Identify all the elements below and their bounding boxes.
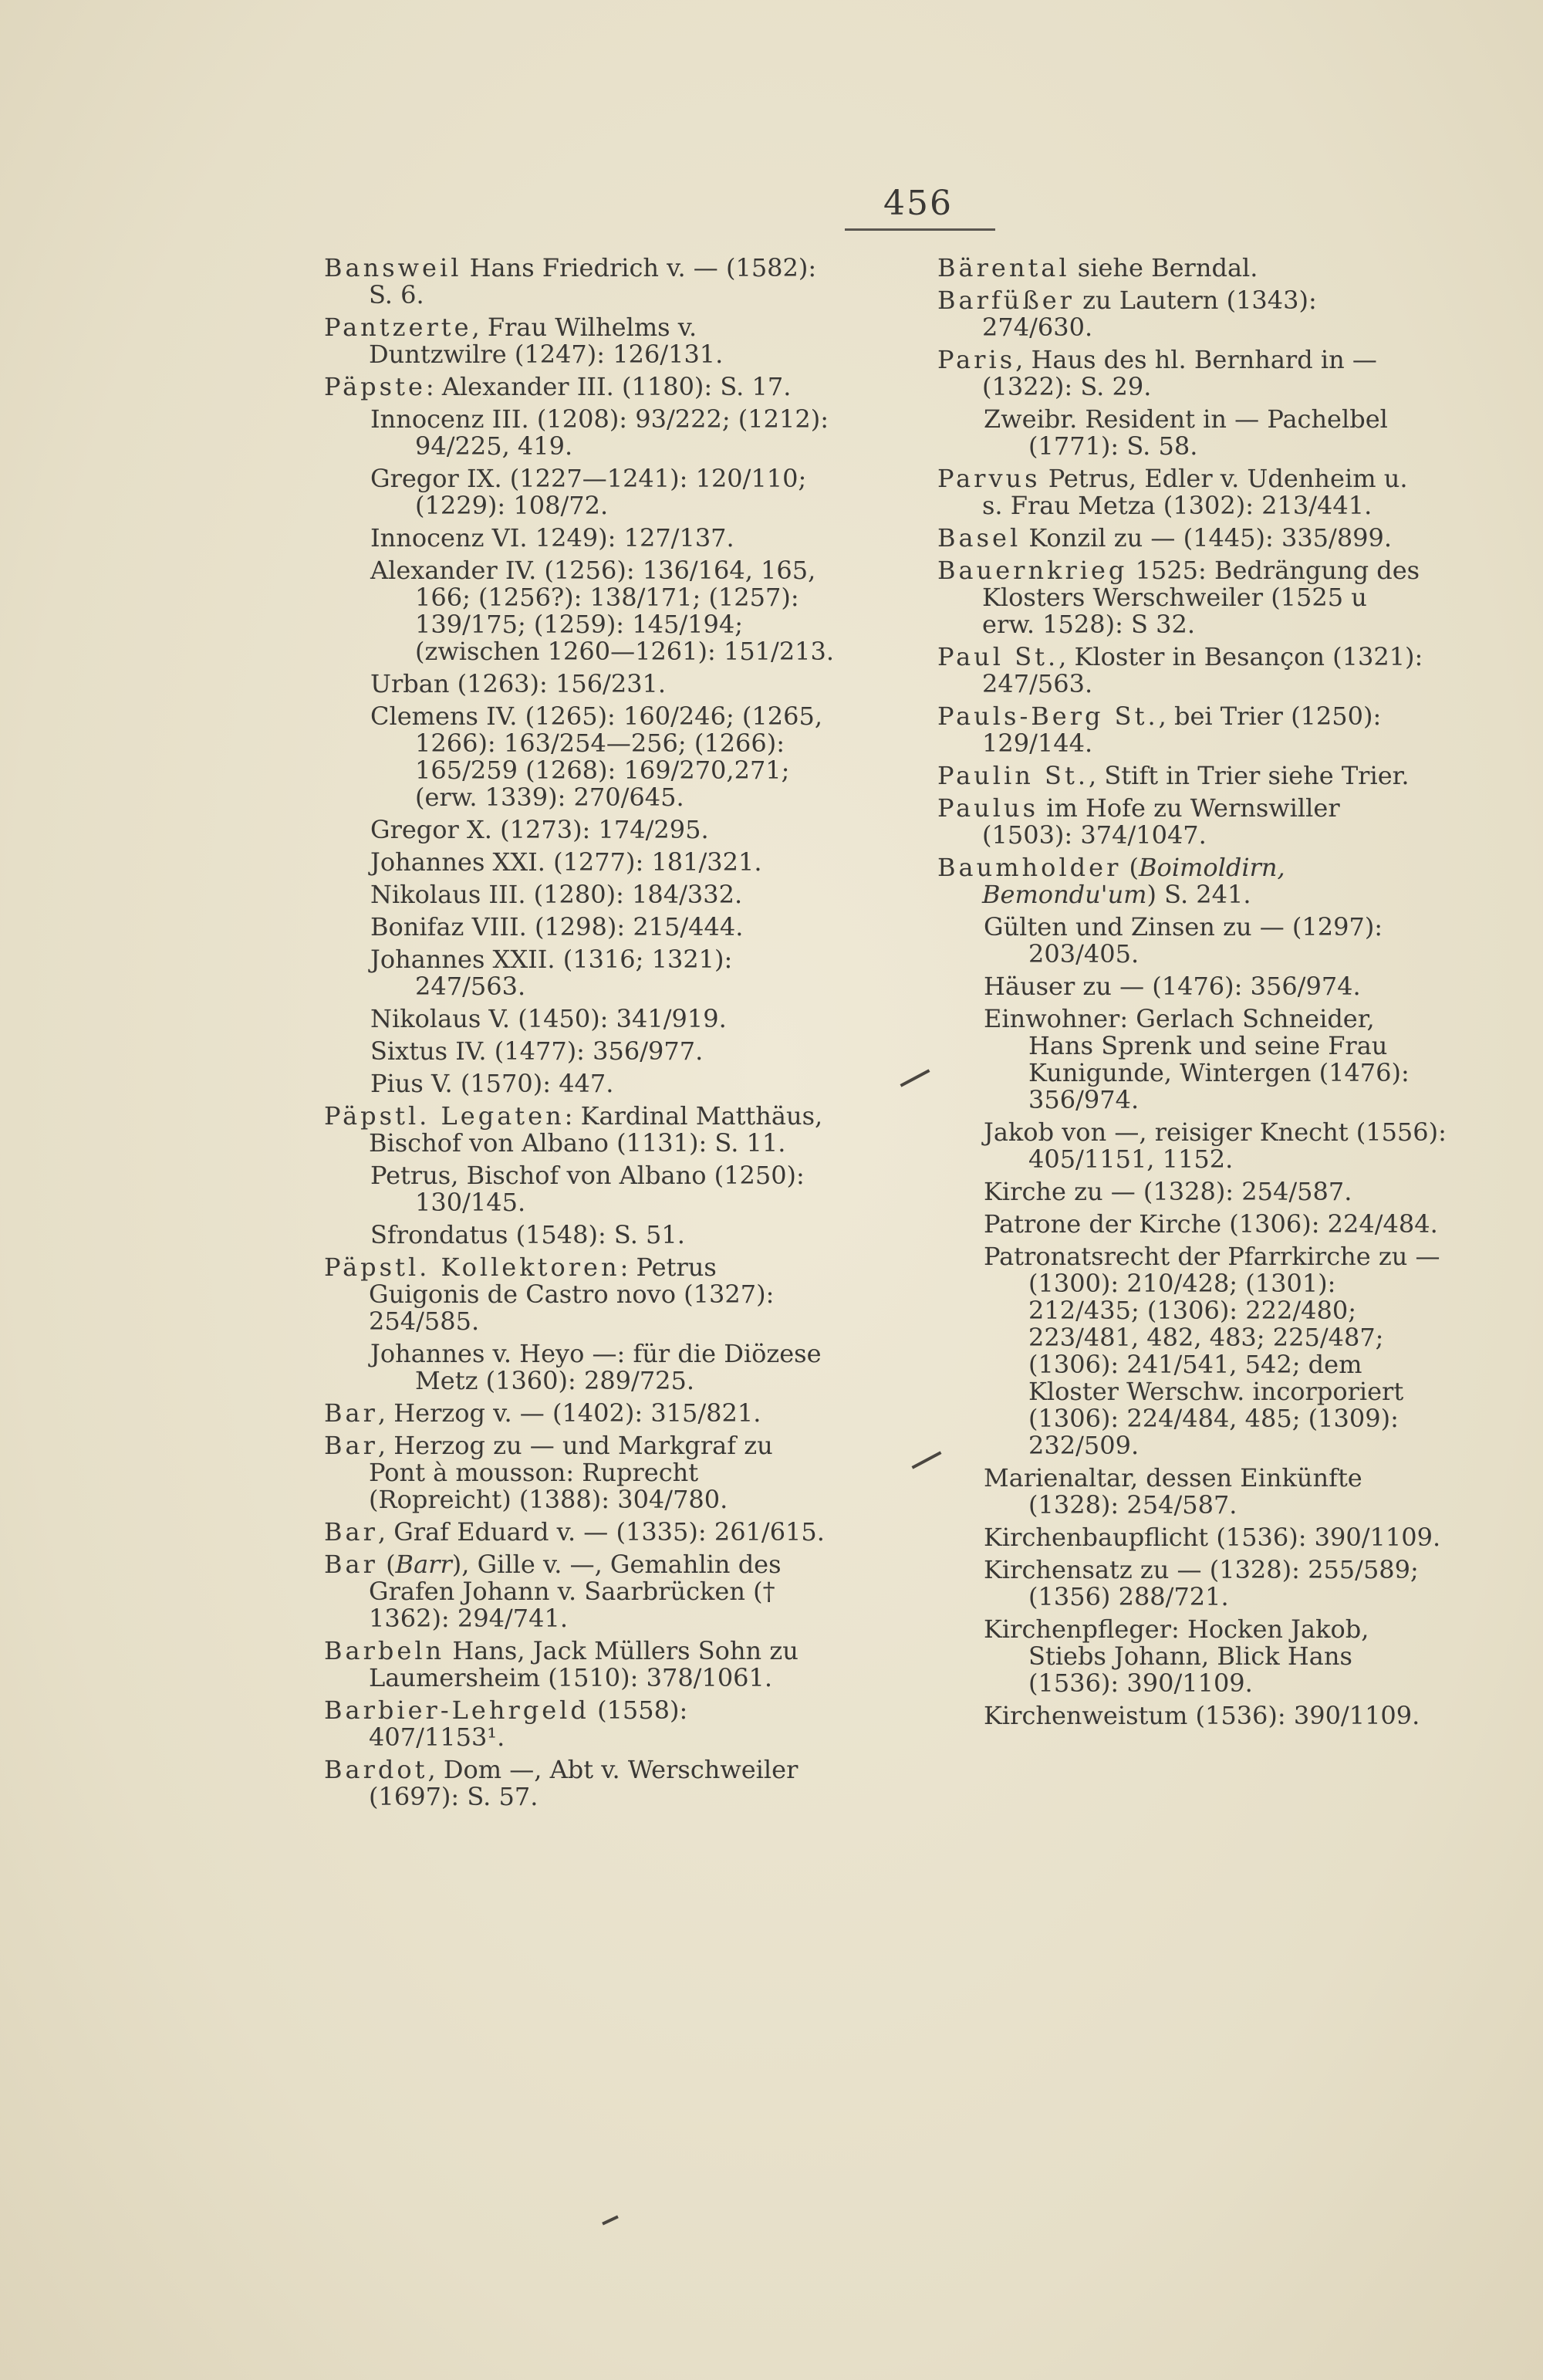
index-column-left <box>324 253 835 1816</box>
entry-text: Innocenz III. (1208): 93/222; (1212): 94/225, 419. <box>370 404 829 461</box>
index-entry <box>347 1222 849 1249</box>
index-entry <box>961 406 1447 460</box>
index-entry <box>961 1178 1447 1205</box>
entry-text: Kirchensatz zu — (1328): 255/589; (1356) 288/721. <box>984 1555 1419 1611</box>
index-entry <box>347 849 849 876</box>
index-entry <box>324 1103 826 1157</box>
entry-text: Sixtus IV. (1477): 356/977. <box>370 1036 704 1066</box>
entry-headword: Paulus <box>937 793 1039 823</box>
index-entry <box>961 1243 1447 1459</box>
entry-text: : Petrus Guigonis de Castro novo (1327): 254/585. <box>369 1253 775 1336</box>
index-entry <box>961 1465 1447 1519</box>
index-entry <box>324 1638 826 1692</box>
entry-text: (1558): 407/1153¹. <box>369 1695 688 1752</box>
index-entry <box>937 347 1423 401</box>
entry-text: Nikolaus V. (1450): 341/919. <box>370 1004 727 1033</box>
index-entry <box>347 914 849 941</box>
index-entry <box>347 881 849 908</box>
entry-text: Bonifaz VIII. (1298): 215/444. <box>370 912 744 942</box>
entry-headword: Baumholder <box>937 853 1122 882</box>
entry-text: Einwohner: Gerlach Schneider, Hans Sprenk und seine Frau Kunigunde, Wintergen (1476): 356/974. <box>984 1004 1410 1114</box>
entry-text: siehe Berndal. <box>1069 253 1258 282</box>
index-entry <box>347 465 849 519</box>
entry-headword: Barfüßer <box>937 286 1075 315</box>
entry-text: Innocenz VI. 1249): 127/137. <box>370 523 734 553</box>
entry-text: , Dom —, Abt v. Werschweiler (1697): S. 57. <box>369 1755 799 1811</box>
index-entry <box>961 1119 1447 1173</box>
entry-text: , Stift in Trier siehe Trier. <box>1088 761 1410 790</box>
entry-text: , Gille v. —, Gemahlin des Grafen Johann v. Saarbrücken († 1362): 294/741. <box>369 1550 782 1633</box>
index-entry <box>937 644 1423 698</box>
index-entry <box>961 914 1447 968</box>
entry-text: Johannes XXII. (1316; 1321): 247/563. <box>370 945 733 1001</box>
entry-text: Alexander IV. (1256): 136/164, 165, 166; (1256?): 138/171; (1257): 139/175; (1259): 145/194; (zwischen 1260—1261): 151/213. <box>370 556 835 666</box>
entry-text: Marienaltar, dessen Einkünfte (1328): 254/587. <box>984 1463 1362 1520</box>
index-entry <box>961 1524 1447 1551</box>
entry-headword: Bardot <box>324 1755 428 1784</box>
entry-text: im Hofe zu Wernswiller (1503): 374/1047. <box>982 793 1340 850</box>
entry-headword: Bar <box>324 1550 378 1579</box>
page-number: 456 <box>883 184 953 223</box>
entry-text: Jakob von —, reisiger Knecht (1556): 405/1151, 1152. <box>984 1117 1447 1174</box>
index-entry <box>937 255 1423 282</box>
index-entry: Baumholder (Boimoldirn, Bemondu'um) S. 241. <box>937 853 1285 909</box>
index-entry <box>347 557 849 665</box>
index-entry <box>324 255 826 309</box>
entry-text: Urban (1263): 156/231. <box>370 669 667 698</box>
ink-mark <box>602 2216 619 2226</box>
index-entry <box>961 973 1447 1000</box>
index-entry <box>347 525 849 552</box>
entry-text: Johannes v. Heyo —: für die Diözese Metz (1360): 289/725. <box>370 1339 822 1395</box>
index-entry <box>347 1162 849 1216</box>
entry-text: Gülten und Zinsen zu — (1297): 203/405. <box>984 912 1383 969</box>
entry-headword: Pauls-Berg St. <box>937 701 1159 731</box>
entry-headword: Bärental <box>937 253 1070 282</box>
entry-text: : Alexander III. (1180): S. 17. <box>425 372 792 401</box>
entry-text: Konzil zu — (1445): 335/899. <box>1021 523 1393 553</box>
entry-headword: Bar <box>324 1517 378 1547</box>
header-rule <box>845 228 995 231</box>
index-entry <box>937 287 1423 341</box>
index-entry <box>937 762 1423 789</box>
entry-text: , bei Trier (1250): 129/144. <box>982 701 1382 758</box>
entry-headword: Barbier-Lehrgeld <box>324 1695 589 1725</box>
entry-text: S. 241. <box>1156 880 1251 909</box>
entry-text: Kirchenbaupflicht (1536): 390/1109. <box>984 1523 1441 1552</box>
index-entry <box>961 1006 1447 1114</box>
entry-text: Petrus, Bischof von Albano (1250): 130/145. <box>370 1161 805 1217</box>
entry-text: Nikolaus III. (1280): 184/332. <box>370 880 743 909</box>
index-entry <box>937 557 1423 638</box>
entry-headword: Basel <box>937 523 1021 553</box>
entry-text: Sfrondatus (1548): S. 51. <box>370 1220 685 1249</box>
index-entry <box>961 1616 1447 1697</box>
entry-text: , Haus des hl. Bernhard in — (1322): S. 29. <box>982 345 1377 401</box>
entry-text: Pius V. (1570): 447. <box>370 1069 614 1098</box>
entry-text: Patrone der Kirche (1306): 224/484. <box>984 1209 1438 1239</box>
index-entry <box>937 703 1423 757</box>
entry-text: Gregor IX. (1227—1241): 120/110; (1229): 108/72. <box>370 464 807 520</box>
entry-text: Hans Friedrich v. — (1582): S. 6. <box>369 253 817 309</box>
entry-text: Kirche zu — (1328): 254/587. <box>984 1177 1352 1206</box>
index-column-right <box>937 253 1447 1735</box>
index-entry <box>324 1697 826 1751</box>
entry-text: Kirchenpfleger: Hocken Jakob, Stiebs Johann, Blick Hans (1536): 390/1109. <box>984 1614 1369 1698</box>
entry-text: Gregor X. (1273): 174/295. <box>370 815 709 844</box>
entry-text: Kirchenweistum (1536): 390/1109. <box>984 1701 1420 1730</box>
index-entry <box>347 671 849 698</box>
entry-headword: Päpstl. Legaten <box>324 1101 565 1131</box>
index-entry <box>937 465 1423 519</box>
entry-headword: Paris <box>937 345 1016 374</box>
index-entry <box>324 374 826 401</box>
entry-text: Clemens IV. (1265): 160/246; (1265, 1266): 163/254—256; (1266): 165/259 (1268): 169/270,271; (erw. 1339): 270/645. <box>370 701 822 812</box>
entry-text: 1525: Bedrängung des Klosters Werschweiler (1525 u erw. 1528): S 32. <box>982 556 1420 639</box>
entry-text: : Kardinal Matthäus, Bischof von Albano (1131): S. 11. <box>369 1101 823 1158</box>
entry-headword: Bar <box>324 1398 378 1428</box>
entry-text: Petrus, Edler v. Udenheim u. s. Frau Metza (1302): 213/441. <box>982 464 1408 520</box>
index-entry <box>347 946 849 1000</box>
entry-headword: Pantzerte <box>324 313 472 342</box>
entry-text: Zweibr. Resident in — Pachelbel (1771): S. 58. <box>984 404 1388 461</box>
index-entry <box>324 1519 826 1546</box>
index-entry <box>937 795 1423 849</box>
entry-variant: Boimoldirn, Bemondu'um <box>982 853 1285 909</box>
index-entry <box>347 406 849 460</box>
index-entry <box>347 1340 849 1395</box>
index-entry <box>324 1432 826 1513</box>
index-entry <box>961 1702 1447 1729</box>
entry-headword: Bauernkrieg <box>937 556 1128 585</box>
entry-text: Johannes XXI. (1277): 181/321. <box>370 847 762 877</box>
index-entry <box>937 525 1423 552</box>
margin-mark <box>900 1069 930 1087</box>
entry-headword: Parvus <box>937 464 1041 493</box>
entry-variant: Barr <box>395 1550 452 1579</box>
index-entry <box>347 1006 849 1033</box>
index-entry <box>324 314 826 368</box>
index-entry <box>347 1070 849 1097</box>
index-entry <box>961 1557 1447 1611</box>
entry-headword: Päpste <box>324 372 426 401</box>
index-entry <box>324 1400 826 1427</box>
entry-text: , Kloster in Besançon (1321): 247/563. <box>982 642 1423 698</box>
index-entry <box>324 1756 826 1810</box>
index-entry <box>347 703 849 811</box>
entry-headword: Paulin St. <box>937 761 1089 790</box>
index-entry <box>324 1254 826 1335</box>
index-entry <box>347 1038 849 1065</box>
entry-text: , Frau Wilhelms v. Duntzwilre (1247): 126/131. <box>369 313 724 369</box>
entry-text: Häuser zu — (1476): 356/974. <box>984 972 1361 1001</box>
entry-text: , Herzog zu — und Markgraf zu Pont à mousson: Ruprecht (Ropreicht) (1388): 304/780. <box>369 1431 773 1514</box>
entry-text: , Graf Eduard v. — (1335): 261/615. <box>377 1517 825 1547</box>
entry-headword: Päpstl. Kollektoren <box>324 1253 620 1282</box>
entry-text: Patronatsrecht der Pfarrkirche zu — (1300): 210/428; (1301): 212/435; (1306): 222/480; 223/481, 482, 483; 225/487; (1306): 241/541, 542; dem Kloster Werschw. incorporiert (1306): 224/484, 485; (1309): 232/509. <box>984 1242 1440 1460</box>
entry-headword: Barbeln <box>324 1636 445 1665</box>
index-entry: Bar (Barr), Gille v. —, Gemahlin des Grafen Johann v. Saarbrücken († 1362): 294/741. <box>324 1550 782 1633</box>
entry-headword: Bar <box>324 1431 378 1460</box>
entry-text: Hans, Jack Müllers Sohn zu Laumersheim (1510): 378/1061. <box>369 1636 799 1692</box>
entry-text: , Herzog v. — (1402): 315/821. <box>377 1398 761 1428</box>
index-entry <box>347 816 849 843</box>
entry-text: zu Lautern (1343): 274/630. <box>982 286 1317 342</box>
entry-headword: Paul St. <box>937 642 1059 671</box>
entry-headword: Bansweil <box>324 253 462 282</box>
index-entry <box>961 1211 1447 1238</box>
